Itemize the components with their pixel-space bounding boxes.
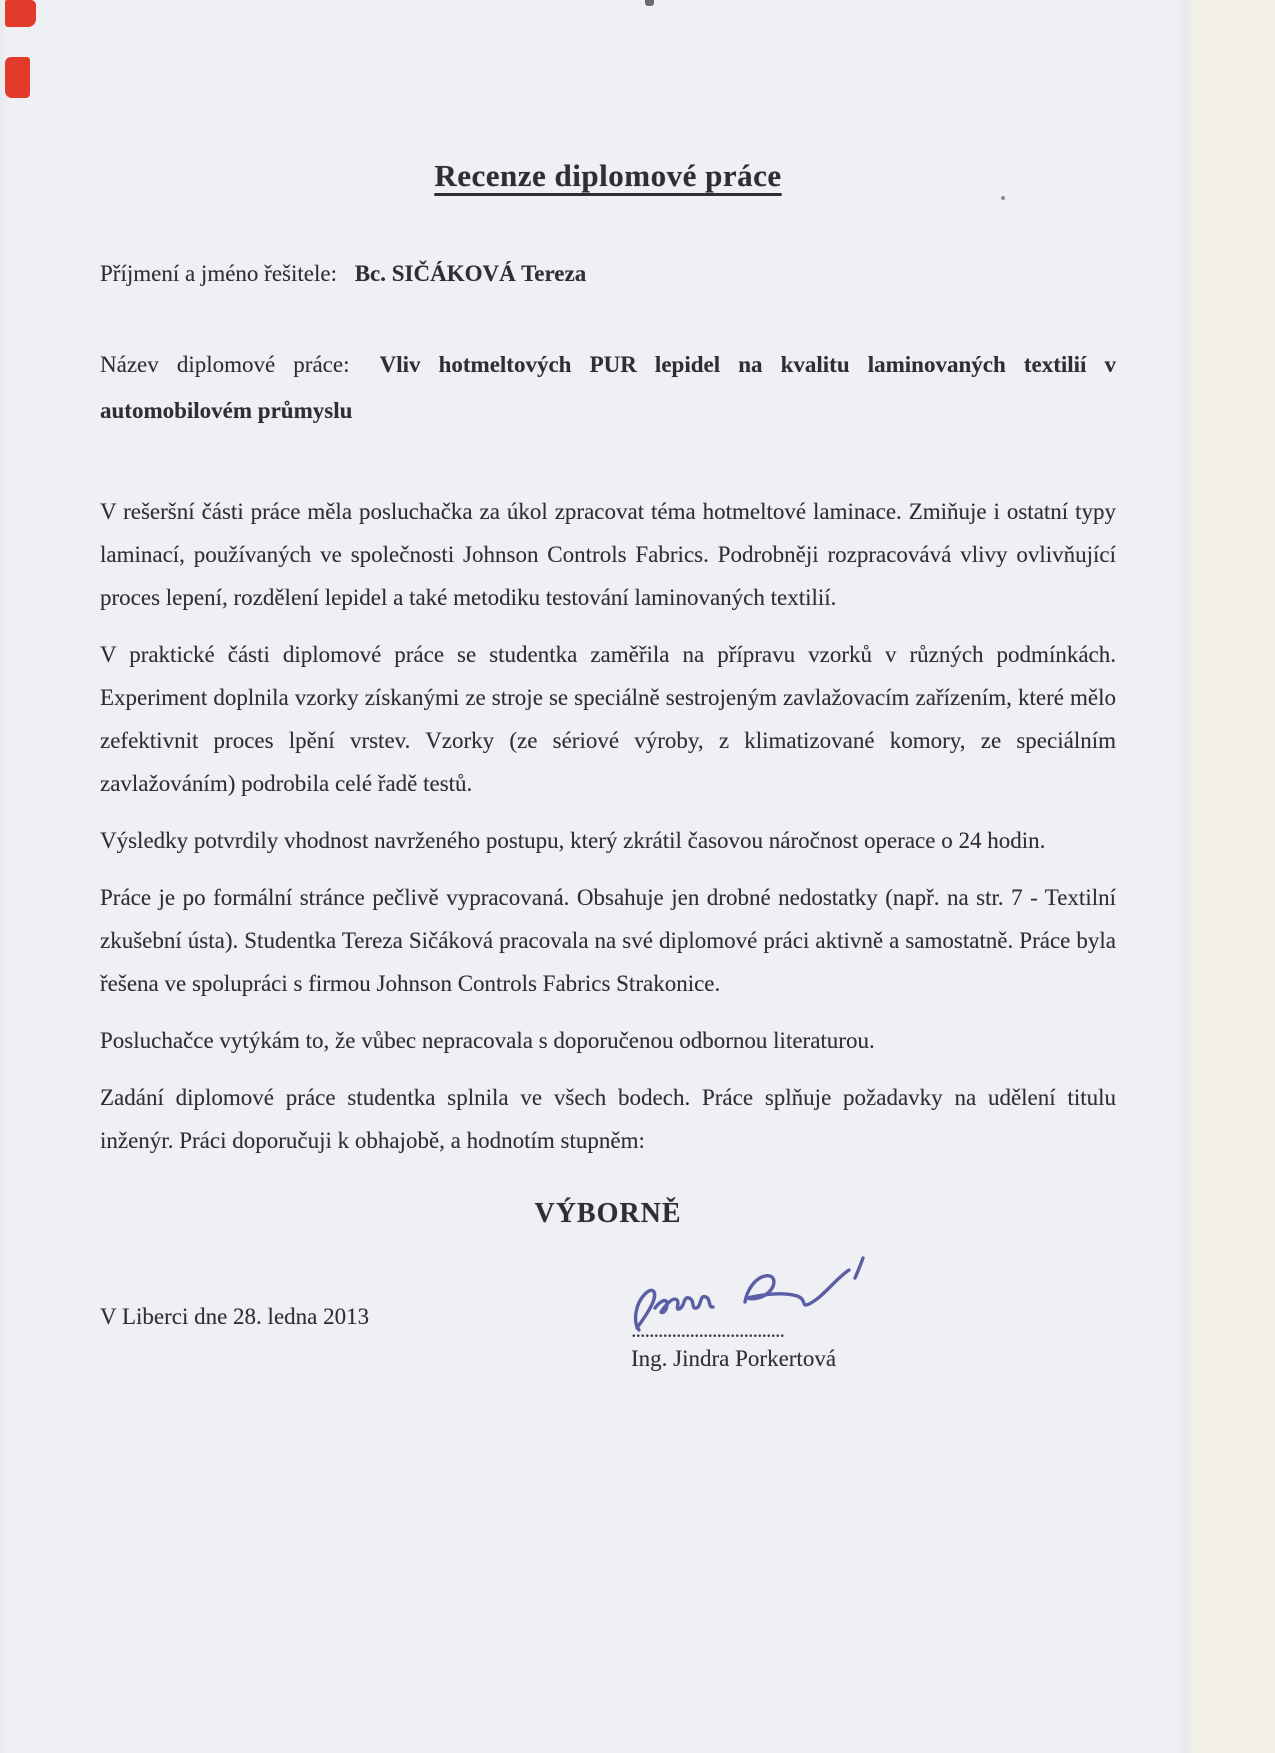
paragraph-criticism: Posluchačce vytýkám to, že vůbec nepracovala s doporučenou odbornou literaturou. [100, 1028, 875, 1053]
signatory-name: Ing. Jindra Porkertová [631, 1346, 837, 1371]
paragraph-conclusion: Zadání diplomové práce studentka splnila ve všech bodech. Práce splňuje požadavky na udělení titulu inženýr. Práci doporučuji k obhajobě, a hodnotím stupněm: [100, 1085, 1116, 1153]
scan-edge-red-mark-top [5, 0, 36, 27]
thesis-title: Vliv hotmeltových PUR lepidel na kvalitu laminovaných textilií v automobilovém průmyslu [100, 352, 1117, 423]
author-line [100, 252, 1116, 295]
signature-dotted-line: .................................. [631, 1320, 784, 1340]
signature-block [631, 1252, 891, 1372]
thesis-label: Název diplomové práce: [100, 352, 350, 377]
place-and-date: V Liberci dne 28. ledna 2013 [100, 1304, 370, 1329]
paragraph-formal-quality: Práce je po formální stránce pečlivě vypracovaná. Obsahuje jen drobné nedostatky (např. na str. 7 - Textilní zkušební ústa). Studentka Tereza Sičáková pracovala na své diplomové práci aktivně a samostatně. Práce byla řešena ve spolupráci s firmou Johnson Controls Fabrics Strakonice. [100, 885, 1116, 996]
grade-value: VÝBORNĚ [534, 1198, 682, 1229]
paragraph-research-part: V rešeršní části práce měla posluchačka za úkol zpracovat téma hotmeltové laminace. Zmiňuje i ostatní typy laminací, používaných ve společnosti Johnson Controls Fabrics. Podrobněji rozpracovává vlivy ovlivňující proces lepení, rozdělení lepidel a také metodiku testování laminovaných textilií. [100, 499, 1116, 610]
document-body [100, 0, 1116, 1372]
paragraph-practical-part: V praktické části diplomové práce se studentka zaměřila na přípravu vzorků v různých podmínkách. Experiment doplnila vzorky získanými ze stroje se speciálně sestrojeným zavlažovacím zařízením, které mělo zefektivnit proces lpění vrstev. Vzorky (ze sériové výroby, z klimatizované komory, ze speciálním zavlažováním) podrobila celé řadě testů. [100, 642, 1116, 796]
author-name: Bc. SIČÁKOVÁ Tereza [354, 261, 587, 286]
footer [100, 1252, 1116, 1372]
scan-edge-red-mark-lower [5, 57, 30, 98]
paragraph-results: Výsledky potvrdily vhodnost navrženého postupu, který zkrátil časovou náročnost operace o 24 hodin. [100, 828, 1046, 853]
document-title: Recenze diplomové práce [434, 158, 782, 193]
thesis-title-line [100, 342, 1116, 434]
author-label: Příjmení a jméno řešitele: [100, 261, 337, 286]
